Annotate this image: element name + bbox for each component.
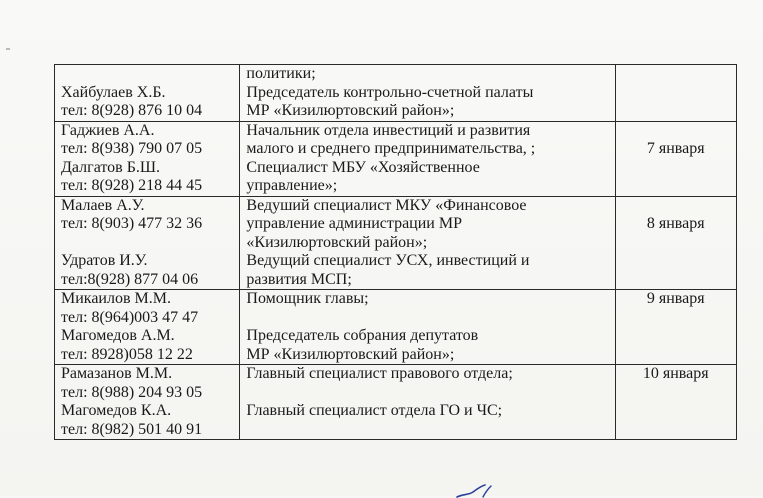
date-text: 8 января	[646, 215, 705, 232]
role-line: малого и среднего предпринимательства, ;	[246, 140, 536, 157]
table-row	[55, 365, 737, 440]
table-row	[55, 121, 737, 196]
role-line: управление администрации МР	[246, 215, 462, 232]
name-line: Гаджиев А.А.	[61, 121, 155, 139]
table-row	[55, 196, 737, 290]
name-line: Магомедов К.А.	[61, 402, 172, 419]
role-cell	[240, 365, 615, 440]
role-line: развития МСП;	[246, 270, 352, 288]
scan-speck	[6, 48, 10, 50]
name-line	[61, 65, 233, 84]
role-line: Ведущий специалист УСХ, инвестиций и	[246, 252, 530, 269]
date-text: 7 января	[646, 140, 705, 157]
role-cell	[240, 290, 615, 365]
date-cell	[615, 365, 737, 440]
duty-schedule-table	[54, 64, 737, 440]
role-line: управление»;	[246, 177, 338, 194]
name-cell	[55, 196, 240, 290]
phone-line: тел: 8(988) 204 93 05	[61, 383, 203, 401]
table-row	[55, 290, 737, 365]
role-line: Помощник главы;	[246, 290, 369, 307]
role-line: «Кизилюртовский район»;	[246, 233, 428, 251]
role-line: политики;	[246, 65, 316, 82]
date-text	[622, 65, 731, 84]
phone-line: тел: 8(964)003 47 47	[61, 308, 199, 326]
name-line: Удратов И.У.	[61, 252, 148, 269]
role-line	[246, 309, 608, 328]
name-line: Хайбулаев Х.Б.	[61, 83, 166, 101]
phone-line: тел:8(928) 877 04 06	[61, 270, 199, 288]
role-line: МР «Кизилюртовский район»;	[246, 102, 455, 119]
date-text: 10 января	[642, 365, 709, 382]
name-line: Далгатов Б.Ш.	[61, 158, 161, 176]
phone-line: тел: 8(903) 477 32 36	[61, 215, 203, 232]
role-cell	[240, 196, 615, 290]
date-cell	[615, 121, 737, 196]
name-cell	[55, 121, 240, 196]
role-line: Специалист МБУ «Хозяйственное	[246, 158, 480, 176]
name-line: Магомедов А.М.	[61, 327, 175, 344]
name-line: Рамазанов М.М.	[61, 365, 173, 382]
role-line: Председатель контрольно-счетной палаты	[246, 83, 534, 101]
phone-line: тел: 8(928) 218 44 45	[61, 177, 203, 194]
date-cell	[615, 65, 737, 122]
role-line: Главный специалист отдела ГО и ЧС;	[246, 402, 503, 419]
phone-line: тел: 8928)058 12 22	[61, 345, 193, 363]
role-line: Начальник отдела инвестиций и развития	[246, 121, 531, 139]
phone-line: тел: 8(938) 790 07 05	[61, 140, 203, 157]
role-line: МР «Кизилюртовский район»;	[246, 345, 455, 363]
role-line	[246, 384, 608, 403]
name-cell	[55, 290, 240, 365]
role-cell	[240, 65, 615, 122]
phone-line: тел: 8(928) 876 10 04	[61, 102, 203, 119]
role-line	[246, 421, 608, 440]
name-cell	[55, 65, 240, 122]
phone-line: тел: 8(982) 501 40 91	[61, 420, 203, 438]
role-cell	[240, 121, 615, 196]
date-cell	[615, 290, 737, 365]
role-line: Ведуший специалист МКУ «Финансовое	[246, 196, 527, 214]
name-line: Микаилов М.М.	[61, 290, 171, 307]
table-body	[55, 65, 737, 440]
date-cell	[615, 196, 737, 290]
role-line: Председатель собрания депутатов	[246, 327, 479, 344]
name-line	[61, 234, 233, 253]
table-row	[55, 65, 737, 122]
role-line: Главный специалист правового отдела;	[246, 365, 513, 382]
name-cell	[55, 365, 240, 440]
date-text: 9 января	[646, 290, 705, 307]
name-line: Малаев А.У.	[61, 196, 145, 214]
